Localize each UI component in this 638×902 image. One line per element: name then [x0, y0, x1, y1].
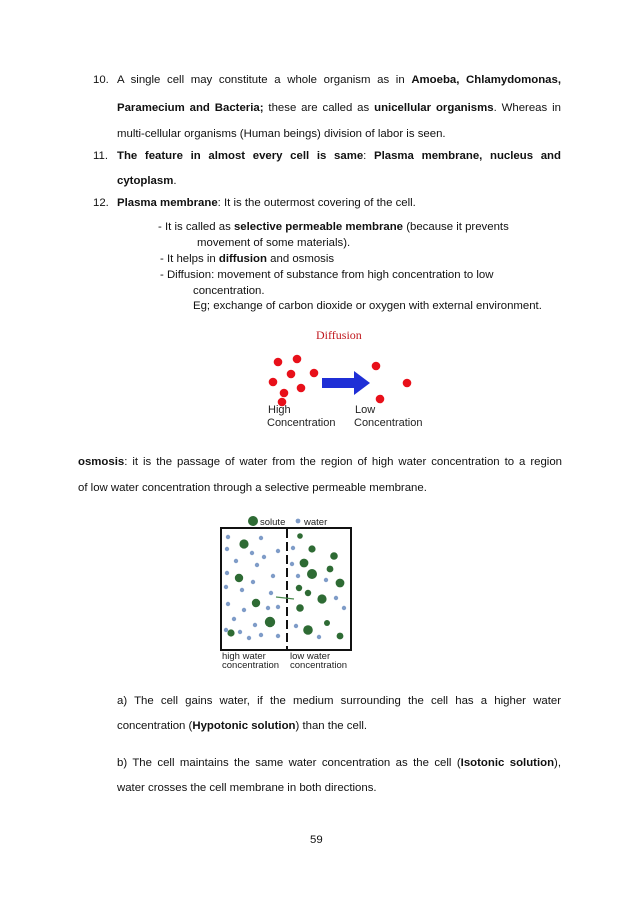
low-concentration-label: Concentration: [354, 417, 423, 429]
item-12-sub-1-cont: movement of some materials).: [197, 237, 351, 249]
particle: [280, 389, 289, 398]
page-number: 59: [310, 834, 323, 846]
para-a-line-1: a) The cell gains water, if the medium surrounding the cell has a higher water: [117, 695, 561, 707]
item-10-line-1: A single cell may constitute a whole organism as in Amoeba, Chlamydomonas,: [117, 74, 561, 86]
legend-solute-label: solute: [260, 517, 286, 528]
left-label-1: high water: [222, 651, 266, 662]
item-12-sub-3: - Diffusion: movement of substance from high concentration to low: [160, 269, 494, 281]
para-b-line-1: b) The cell maintains the same water concentration as the cell (Isotonic solution),: [117, 757, 561, 769]
diffusion-arrow-icon: [322, 371, 370, 395]
diffusion-low-particles: [372, 362, 412, 404]
particle: [274, 358, 283, 367]
item-12-sub-2: - It helps in diffusion and osmosis: [160, 253, 335, 265]
particle: [372, 362, 381, 371]
item-11-number: 11.: [93, 150, 108, 162]
osmosis-figure: [216, 512, 356, 672]
low-label: Low: [355, 404, 376, 416]
item-12-heading: Plasma membrane: It is the outermost covering of the cell.: [117, 197, 416, 209]
particle: [287, 370, 296, 379]
legend-water-dot: [296, 519, 301, 524]
high-concentration-label: Concentration: [267, 417, 336, 429]
item-12-sub-1: - It is called as selective permeable membrane (because it prevents: [158, 221, 509, 233]
diffusion-high-particles: [269, 355, 319, 407]
para-a-line-2: concentration (Hypotonic solution) than the cell.: [117, 720, 368, 732]
osmosis-line-1: osmosis: it is the passage of water from the region of high water concentration to a region: [78, 456, 562, 468]
particle: [297, 384, 306, 393]
right-label-1: low water: [290, 651, 331, 662]
diffusion-figure: [258, 322, 428, 430]
particle: [403, 379, 412, 388]
item-11-line-2: cytoplasm.: [117, 175, 177, 187]
item-12-sub-3-cont: concentration.: [193, 285, 265, 297]
legend-water-label: water: [304, 517, 328, 528]
right-label-2: concentration: [290, 660, 348, 671]
item-11-line-1: The feature in almost every cell is same: Plasma membrane, nucleus and: [117, 150, 561, 162]
legend-solute-dot: [248, 516, 258, 526]
left-label-2: concentration: [222, 660, 280, 671]
para-b-line-2: water crosses the cell membrane in both directions.: [117, 782, 377, 794]
item-12-number: 12.: [93, 197, 109, 209]
item-10-line-3: multi-cellular organisms (Human beings) division of labor is seen.: [117, 128, 446, 140]
item-10-number: 10.: [93, 74, 109, 86]
diffusion-title: Diffusion: [316, 328, 362, 342]
particle: [293, 355, 302, 364]
item-10-line-2: Paramecium and Bacteria; these are called as unicellular organisms. Whereas in: [117, 102, 561, 114]
particle: [269, 378, 278, 387]
high-label: High: [268, 404, 291, 416]
osmosis-line-2: of low water concentration through a selective permeable membrane.: [78, 482, 427, 494]
particle: [310, 369, 319, 378]
particle: [376, 395, 385, 404]
item-12-sub-3-example: Eg; exchange of carbon dioxide or oxygen with external environment.: [193, 300, 542, 312]
